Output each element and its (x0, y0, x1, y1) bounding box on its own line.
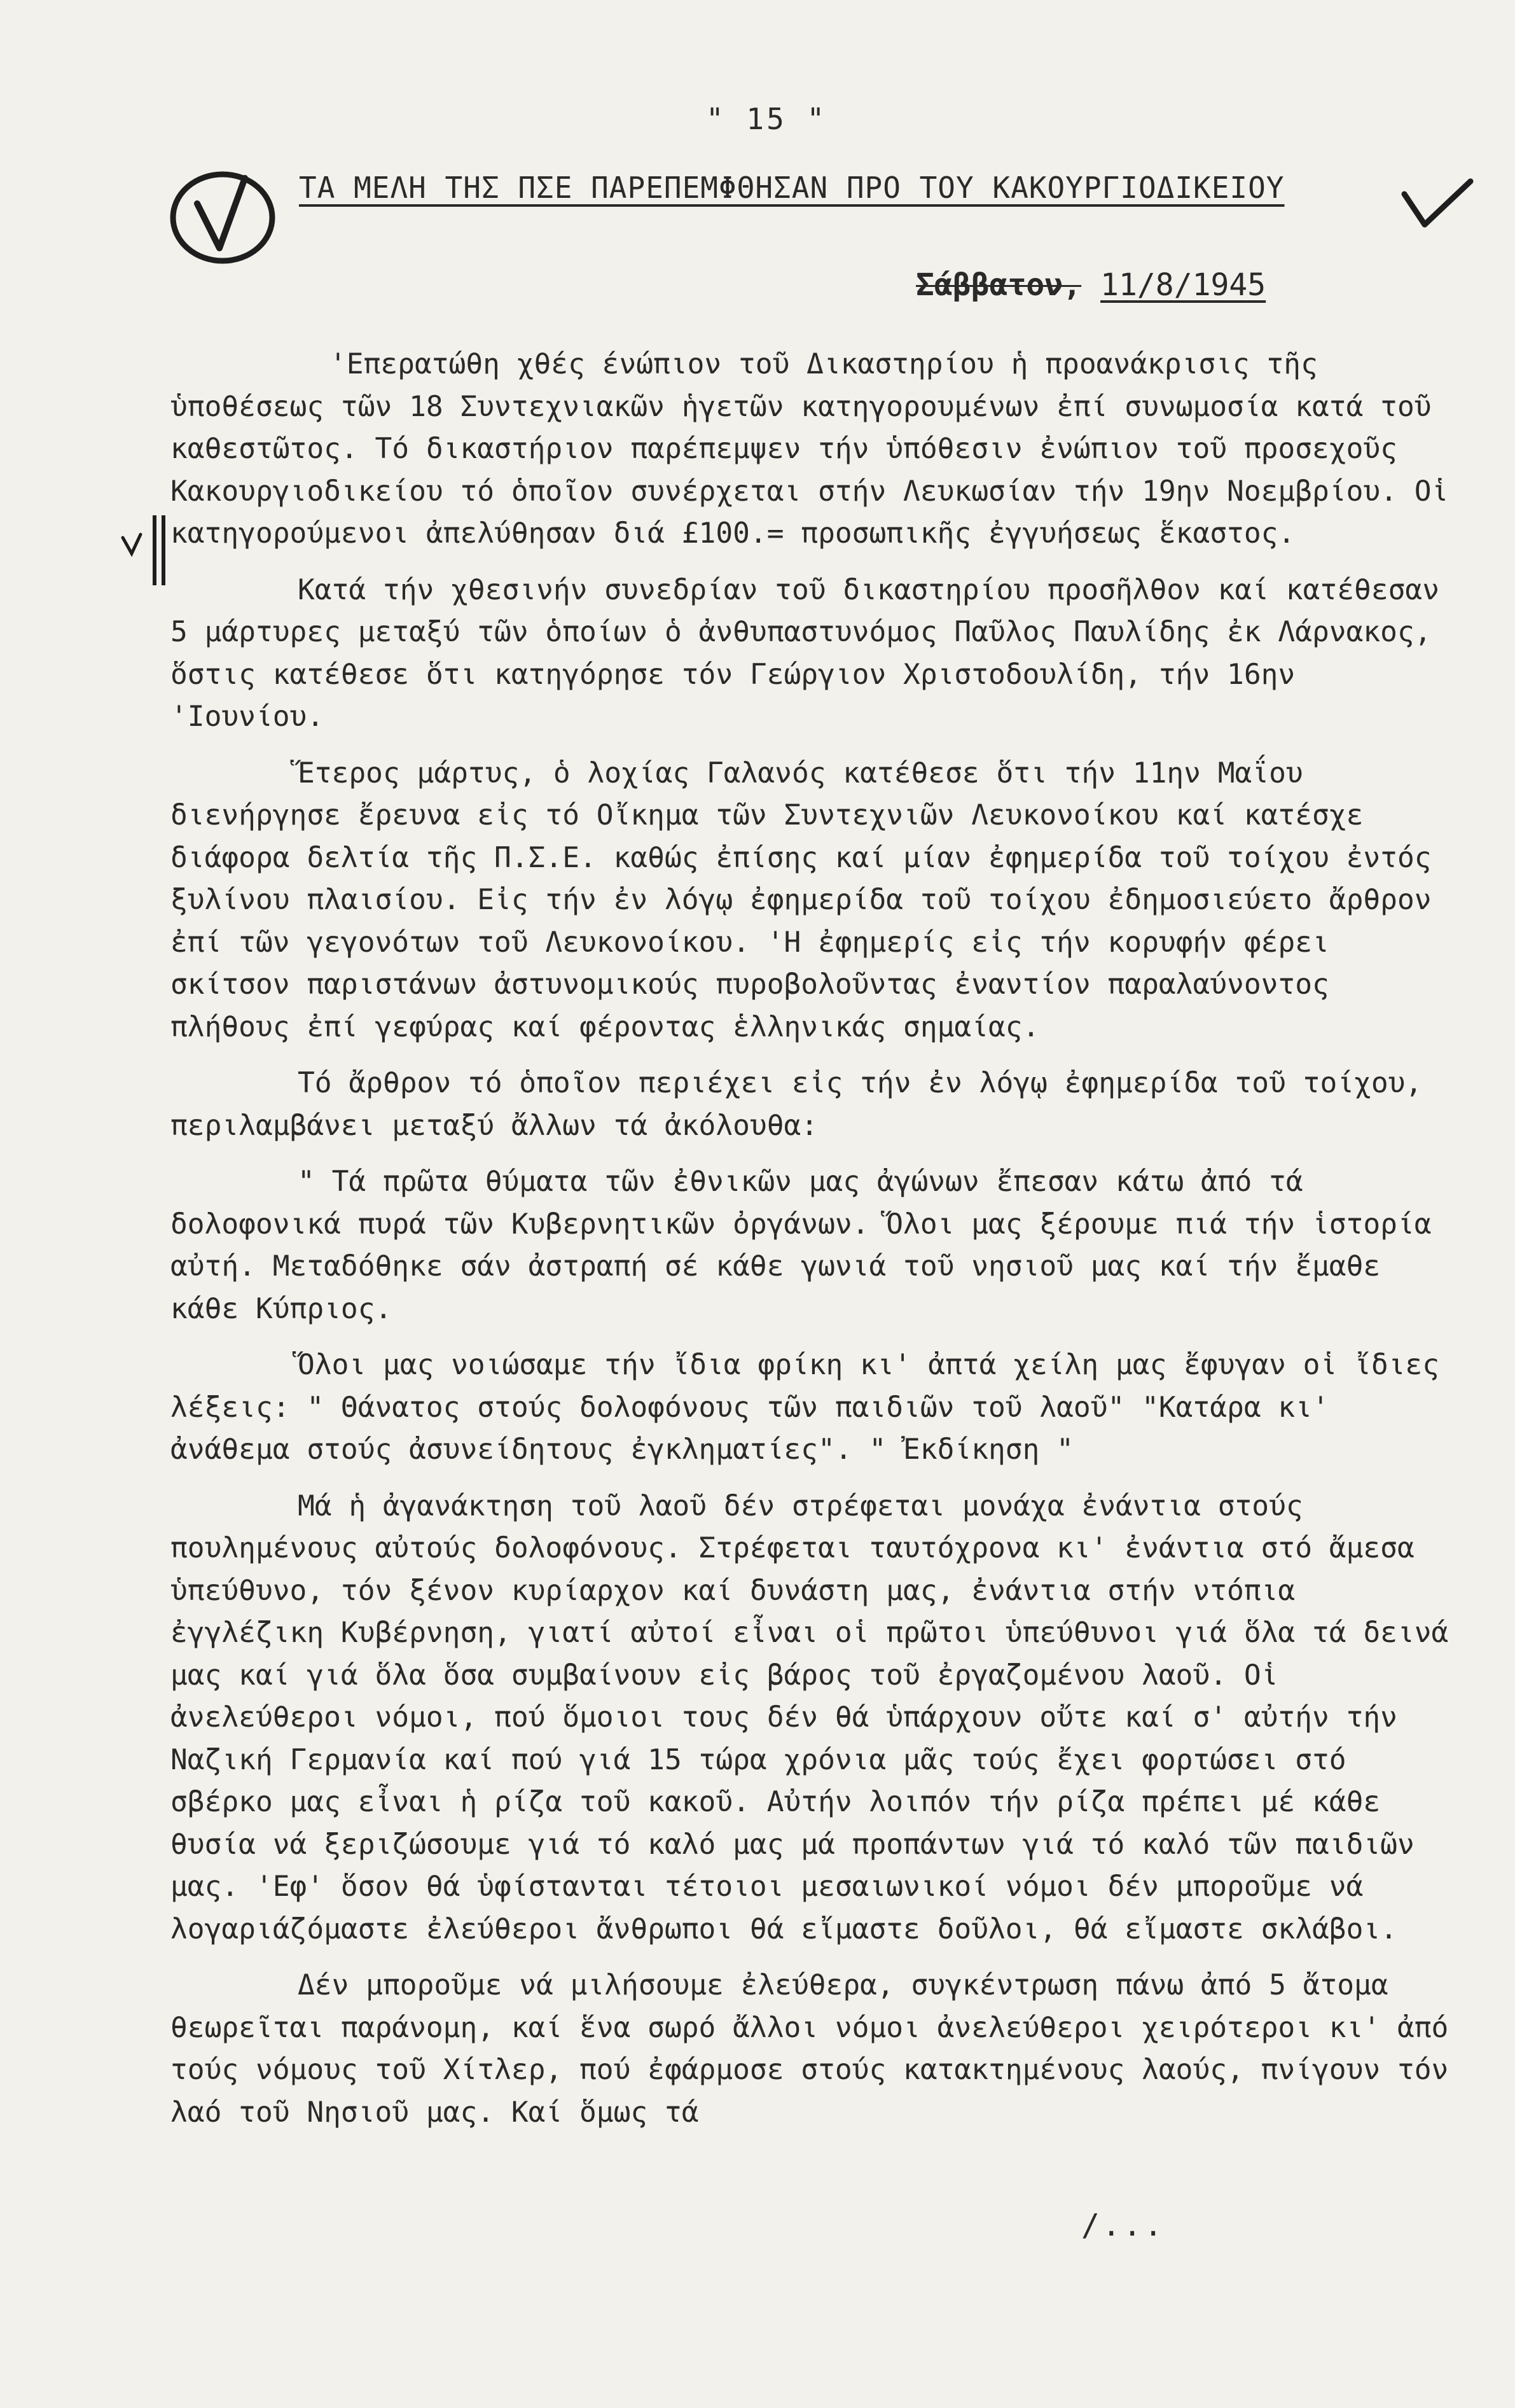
document-title: ΤΑ ΜΕΛΗ ΤΗΣ ΠΣΕ ΠΑΡΕΠΕΜΦΘΗΣΑΝ ΠΡΟ ΤΟΥ ΚΑΚΟΥΡΓΙΟΔΙΚΕΙΟΥ (299, 171, 1285, 205)
article-body (170, 344, 1455, 2134)
continuation-mark: /... (1081, 2208, 1165, 2243)
quoted-paragraph: Δέν μποροῦμε νά μιλήσουμε ἐλεύθερα, συγκέντρωση πάνω ἀπό 5 ἄτομα θεωρεῖται παράνομη, καί ἕνα σωρό ἄλλοι νόμοι ἀνελεύθεροι χειρότεροι κι' ἀπό τούς νόμους τοῦ Χίτλερ, πού ἐφάρμοσε στούς κατακτημένους λαούς, πνίγουν τόν λαό τοῦ Νησιοῦ μας. Καί ὅμως τά (170, 1969, 1449, 2129)
quoted-paragraph: Μά ἡ ἀγανάκτηση τοῦ λαοῦ δέν στρέφεται μονάχα ἐνάντια στούς πουλημένους αὐτούς δολοφόνους. Στρέφεται ταυτόχρονα κι' ἐνάντια στό ἄμεσα ὑπεύθυνο, τόν ξένον κυρίαρχον καί δυνάστη μας, ἐνάντια στήν ντόπια ἐγγλέζικη Κυβέρνηση, γιατί αὐτοί εἶναι οἱ πρῶτοι ὑπεύθυνοι γιά ὅλα τά δεινά μας καί γιά ὅλα ὅσα συμβαίνουν εἰς βάρος τοῦ ἐργαζομένου λαοῦ. Οἱ ἀνελεύθεροι νόμοι, πού ὅμοιοι τους δέν θά ὑπάρχουν οὔτε καί σ' αὐτήν τήν Ναζική Γερμανία καί πού γιά 15 τώρα χρόνια μᾶς τούς ἔχει φορτώσει στό σβέρκο μας εἶναι ἡ ρίζα τοῦ κακοῦ. Αὐτήν λοιπόν τήν ρίζα πρέπει μέ κάθε θυσία νά ξεριζώσουμε γιά τό καλό μας μά προπάντων γιά τό καλό τῶν παιδιῶν μας. 'Εφ' ὅσον θά ὑφίστανται τέτοιοι μεσαιωνικοί νόμοι δέν μποροῦμε νά λογαριάζόμαστε ἐλεύθεροι ἄνθρωποι θά εἴμαστε δοῦλοι, θά εἴμαστε σκλάβοι. (170, 1489, 1449, 1945)
paragraph: Κατά τήν χθεσινήν συνεδρίαν τοῦ δικαστηρίου προσῆλθον καί κατέθεσαν 5 μάρτυρες μεταξύ τῶν ὁποίων ὁ ἀνθυπαστυνόμος Παῦλος Παυλίδης ἐκ Λάρνακος, ὅστις κατέθεσε ὅτι κατηγόρησε τόν Γεώργιον Χριστοδουλίδη, τήν 16ην 'Ιουνίου. (170, 573, 1440, 733)
quoted-paragraph: Ὅλοι μας νοιώσαμε τήν ἴδια φρίκη κι' ἀπτά χείλη μας ἔφυγαν οἱ ἴδιες λέξεις: " Θάνατος στούς δολοφόνους τῶν παιδιῶν τοῦ λαοῦ" "Κατάρα κι' ἀνάθεμα στούς ἀσυνείδητους ἐγκληματίες". " Ἐκδίκηση " (170, 1349, 1440, 1466)
margin-tick-mark-icon (118, 509, 175, 592)
date-value: 11/8/1945 (1100, 267, 1266, 303)
paragraph: 'Επερατώθη χθές ένώπιον τοῦ Δικαστηρίου ἡ προανάκρισις τῆς ὑποθέσεως τῶν 18 Συντεχνιακῶν ἡγετῶν κατηγορουμένων ἐπί συνωμοσία κατά τοῦ καθεστῶτος. Τό δικαστήριον παρέπεμψεν τήν ὑπόθεσιν ἐνώπιον τοῦ προσεχοῦς Κακουργιοδικείου τό ὁποῖον συνέρχεται στήν Λευκωσίαν τήν 19ην Νοεμβρίου. Οἱ κατηγορούμενοι ἀπελύθησαν διά £100.= προσωπικῆς ἐγγυήσεως ἕκαστος. (170, 348, 1449, 550)
paragraph: Ἕτερος μάρτυς, ὁ λοχίας Γαλανός κατέθεσε ὅτι τήν 11ην Μαΐου διενήργησε ἔρευνα εἰς τό Οἴκημα τῶν Συντεχνιῶν Λευκονοίκου καί κατέσχε διάφορα δελτία τῆς Π.Σ.Ε. καθώς ἐπίσης καί μίαν ἐφημερίδα τοῦ τοίχου ἐντός ξυλίνου πλαισίου. Εἰς τήν ἐν λόγῳ ἐφημερίδα τοῦ τοίχου ἐδημοσιεύετο ἄρθρον ἐπί τῶν γεγονότων τοῦ Λευκονοίκου. 'Η ἐφημερίς εἰς τήν κορυφήν φέρει σκίτσον παριστάνων ἀστυνομικούς πυροβολοῦντας ἐναντίον παραλαύνοντος πλήθους ἐπί γεφύρας καί φέροντας ἑλληνικάς σημαίας. (170, 756, 1432, 1043)
page-number: " 15 " (706, 102, 827, 136)
date-day: Σάββατον, (916, 267, 1082, 303)
handwritten-circled-check-icon (159, 159, 286, 274)
quoted-paragraph: " Τά πρῶτα θύματα τῶν ἐθνικῶν μας ἀγώνων ἔπεσαν κάτω ἀπό τά δολοφονικά πυρά τῶν Κυβερνητικῶν ὀργάνων. Ὅλοι μας ξέρουμε πιά τήν ἱστορία αὐτή. Μεταδόθηκε σάν ἀστραπή σέ κάθε γωνιά τοῦ νησιοῦ μας καί τήν ἔμαθε κάθε Κύπριος. (170, 1166, 1432, 1325)
handwritten-check-icon (1399, 175, 1476, 232)
paragraph: Τό ἄρθρον τό ὁποῖον περιέχει εἰς τήν ἐν λόγῳ ἐφημερίδα τοῦ τοίχου, περιλαμβάνει μεταξύ ἄλλων τά ἀκόλουθα: (170, 1067, 1423, 1142)
date-line (916, 267, 1266, 303)
